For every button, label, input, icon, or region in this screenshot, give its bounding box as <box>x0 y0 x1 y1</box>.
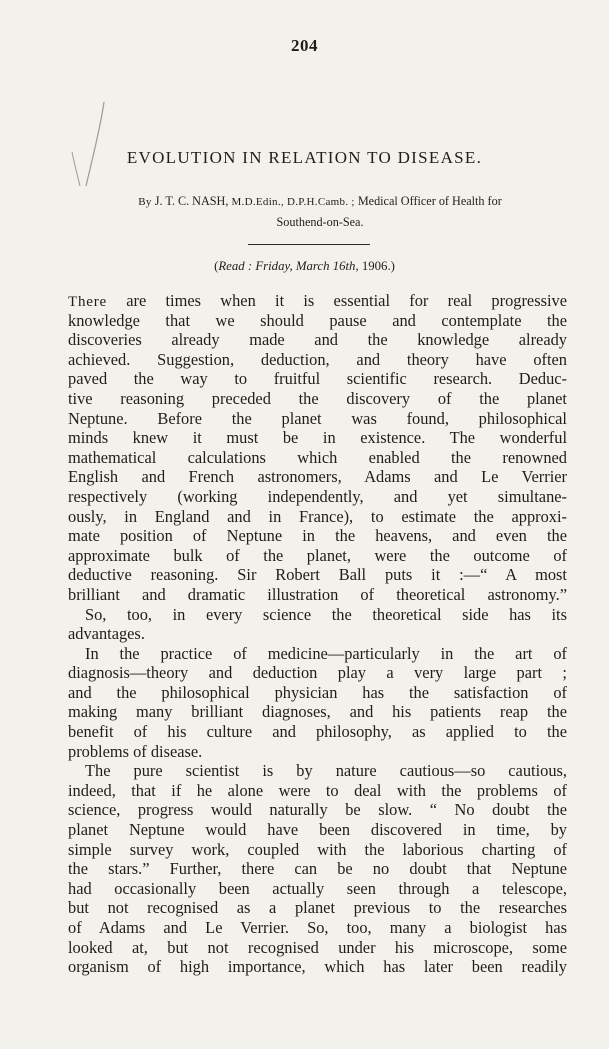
body-line: organism of high importance, which has later been readily <box>68 957 567 977</box>
body-line: science, progress would naturally be slow. “ No doubt the <box>68 800 567 820</box>
body-line: discoveries already made and the knowledge already <box>68 330 567 350</box>
body-line: looked at, but not recognised under his microscope, some <box>68 937 567 957</box>
body-line: diagnosis—theory and deduction play a very large part ; <box>68 663 567 683</box>
body-line: the stars.” Further, there can be no doubt that Neptune <box>68 859 567 879</box>
body-line: benefit of his culture and philosophy, as applied to the <box>68 722 567 742</box>
body-line: of Adams and Le Verrier. So, too, many a biologist has <box>68 918 567 937</box>
author-credentials: M.D.Edin., D.P.H.Camb. ; <box>231 196 355 208</box>
author-position: Medical Officer of Health for <box>357 194 502 208</box>
body-line: mate position of Neptune in the heavens, and even the <box>68 526 567 546</box>
body-line: So, too, in every science the theoretical side has its <box>85 604 567 624</box>
body-line: achieved. Suggestion, deduction, and theory have often <box>68 349 567 369</box>
page-number: 204 <box>291 36 318 55</box>
body-line: brilliant and dramatic illustration of theoretical astronomy.” <box>68 584 567 604</box>
body-line: indeed, that if he alone were to deal with the problems of <box>68 780 567 800</box>
body-line: respectively (working independently, and yet simultane- <box>68 486 567 506</box>
byline <box>60 191 580 232</box>
body-line: and the philosophical physician has the satisfaction of <box>68 682 567 702</box>
body-line: knowledge that we should pause and contemplate the <box>68 310 567 330</box>
body-line: simple survey work, coupled with the laborious charting of <box>68 839 567 859</box>
read-day: Friday, March 16th, <box>255 259 359 273</box>
body-line: advantages. <box>68 624 145 644</box>
body-line: minds knew it must be in existence. The wonderful <box>68 428 567 448</box>
body-line: tive reasoning preceded the discovery of the planet <box>68 388 567 408</box>
body-line: planet Neptune would have been discovered in time, by <box>68 820 567 840</box>
pencil-mark <box>68 100 108 190</box>
divider-rule <box>248 244 370 245</box>
body-line: The pure scientist is by nature cautious—so cautious, <box>85 761 567 781</box>
body-line: problems of disease. <box>68 741 203 761</box>
byline-prefix: By <box>138 196 152 208</box>
author-name: J. T. C. NASH, <box>154 194 229 208</box>
body-line: In the practice of medicine—particularly in the art of <box>85 643 567 663</box>
body-line: Neptune. Before the planet was found, philosophical <box>68 408 567 428</box>
article-body <box>68 291 567 977</box>
lead-word: There <box>68 294 107 310</box>
body-line: paved the way to fruitful scientific research. Deduc- <box>68 369 567 389</box>
author-location: Southend-on-Sea. <box>276 215 364 229</box>
body-line: approximate bulk of the planet, were the outcome of <box>68 545 567 565</box>
article-title: EVOLUTION IN RELATION TO DISEASE. <box>126 148 483 167</box>
body-line: but not recognised as a planet previous to the researches <box>68 898 567 918</box>
body-line: mathematical calculations which enabled the renowned <box>68 447 567 467</box>
read-label: Read : <box>218 259 253 273</box>
body-line: had occasionally been actually seen through a telescope, <box>68 878 567 898</box>
read-date: (Read : Friday, March 16th, 1906.) <box>214 259 395 273</box>
body-line: English and French astronomers, Adams and Le Verrier <box>68 467 567 487</box>
byline-first-line <box>60 191 580 212</box>
body-line: deductive reasoning. Sir Robert Ball puts it :—“ A most <box>68 565 567 585</box>
body-line: There are times when it is essential for real progressive <box>68 291 567 310</box>
read-year: 1906. <box>361 259 391 273</box>
body-line: making many brilliant diagnoses, and his patients reap the <box>68 702 567 722</box>
body-line: ously, in England and in France), to estimate the approxi- <box>68 506 567 526</box>
